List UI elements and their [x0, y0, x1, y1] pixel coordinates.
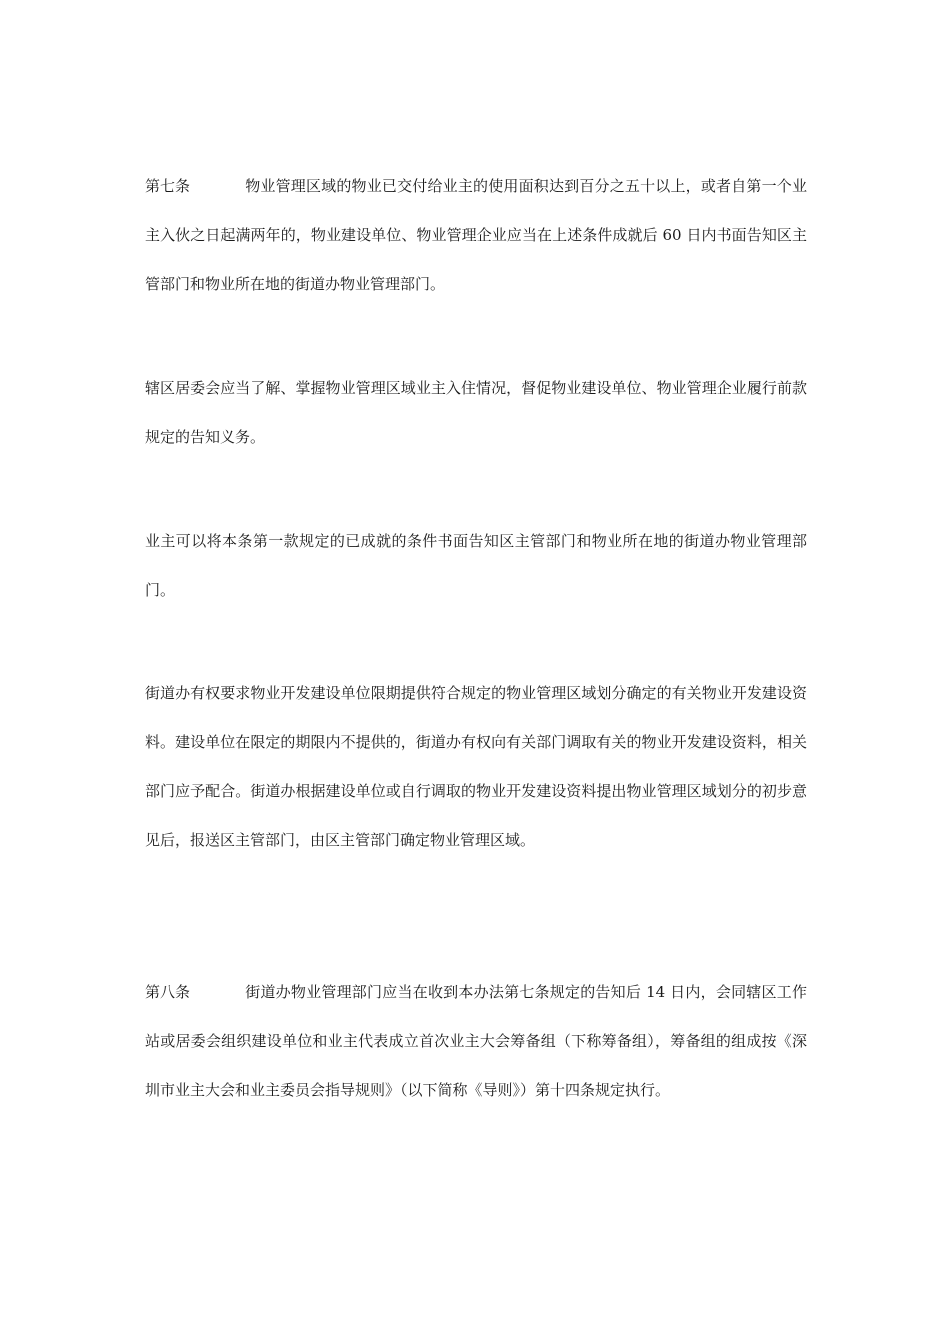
article-7-paragraph: [145, 162, 807, 309]
paragraph-text: 街道办物业管理部门应当在收到本办法第七条规定的告知后 14 日内，会同辖区工作站或居委会组织建设单位和业主代表成立首次业主大会筹备组（下称筹备组），筹备组的组成按《深圳市业主大会和业主委员会指导规则》（以下简称《导则》）第十四条规定执行。: [145, 983, 807, 1099]
article-number: 第七条: [145, 177, 191, 195]
residents-committee-paragraph: [145, 364, 807, 462]
owner-notice-paragraph: [145, 517, 807, 615]
paragraph-text: 业主可以将本条第一款规定的已成就的条件书面告知区主管部门和物业所在地的街道办物业管理部门。: [145, 532, 807, 599]
paragraph-text: 街道办有权要求物业开发建设单位限期提供符合规定的物业管理区域划分确定的有关物业开发建设资料。建设单位在限定的期限内不提供的，街道办有权向有关部门调取有关的物业开发建设资料，相关部门应予配合。街道办根据建设单位或自行调取的物业开发建设资料提出物业管理区域划分的初步意见后，报送区主管部门，由区主管部门确定物业管理区域。: [145, 684, 807, 849]
street-office-paragraph: [145, 669, 807, 865]
article-number: 第八条: [145, 983, 191, 1001]
paragraph-text: 辖区居委会应当了解、掌握物业管理区域业主入住情况，督促物业建设单位、物业管理企业履行前款规定的告知义务。: [145, 379, 807, 446]
article-8-paragraph: [145, 968, 807, 1115]
paragraph-text: 物业管理区域的物业已交付给业主的使用面积达到百分之五十以上，或者自第一个业主入伙之日起满两年的，物业建设单位、物业管理企业应当在上述条件成就后 60 日内书面告知区主管部门和物业所在地的街道办物业管理部门。: [145, 177, 807, 293]
